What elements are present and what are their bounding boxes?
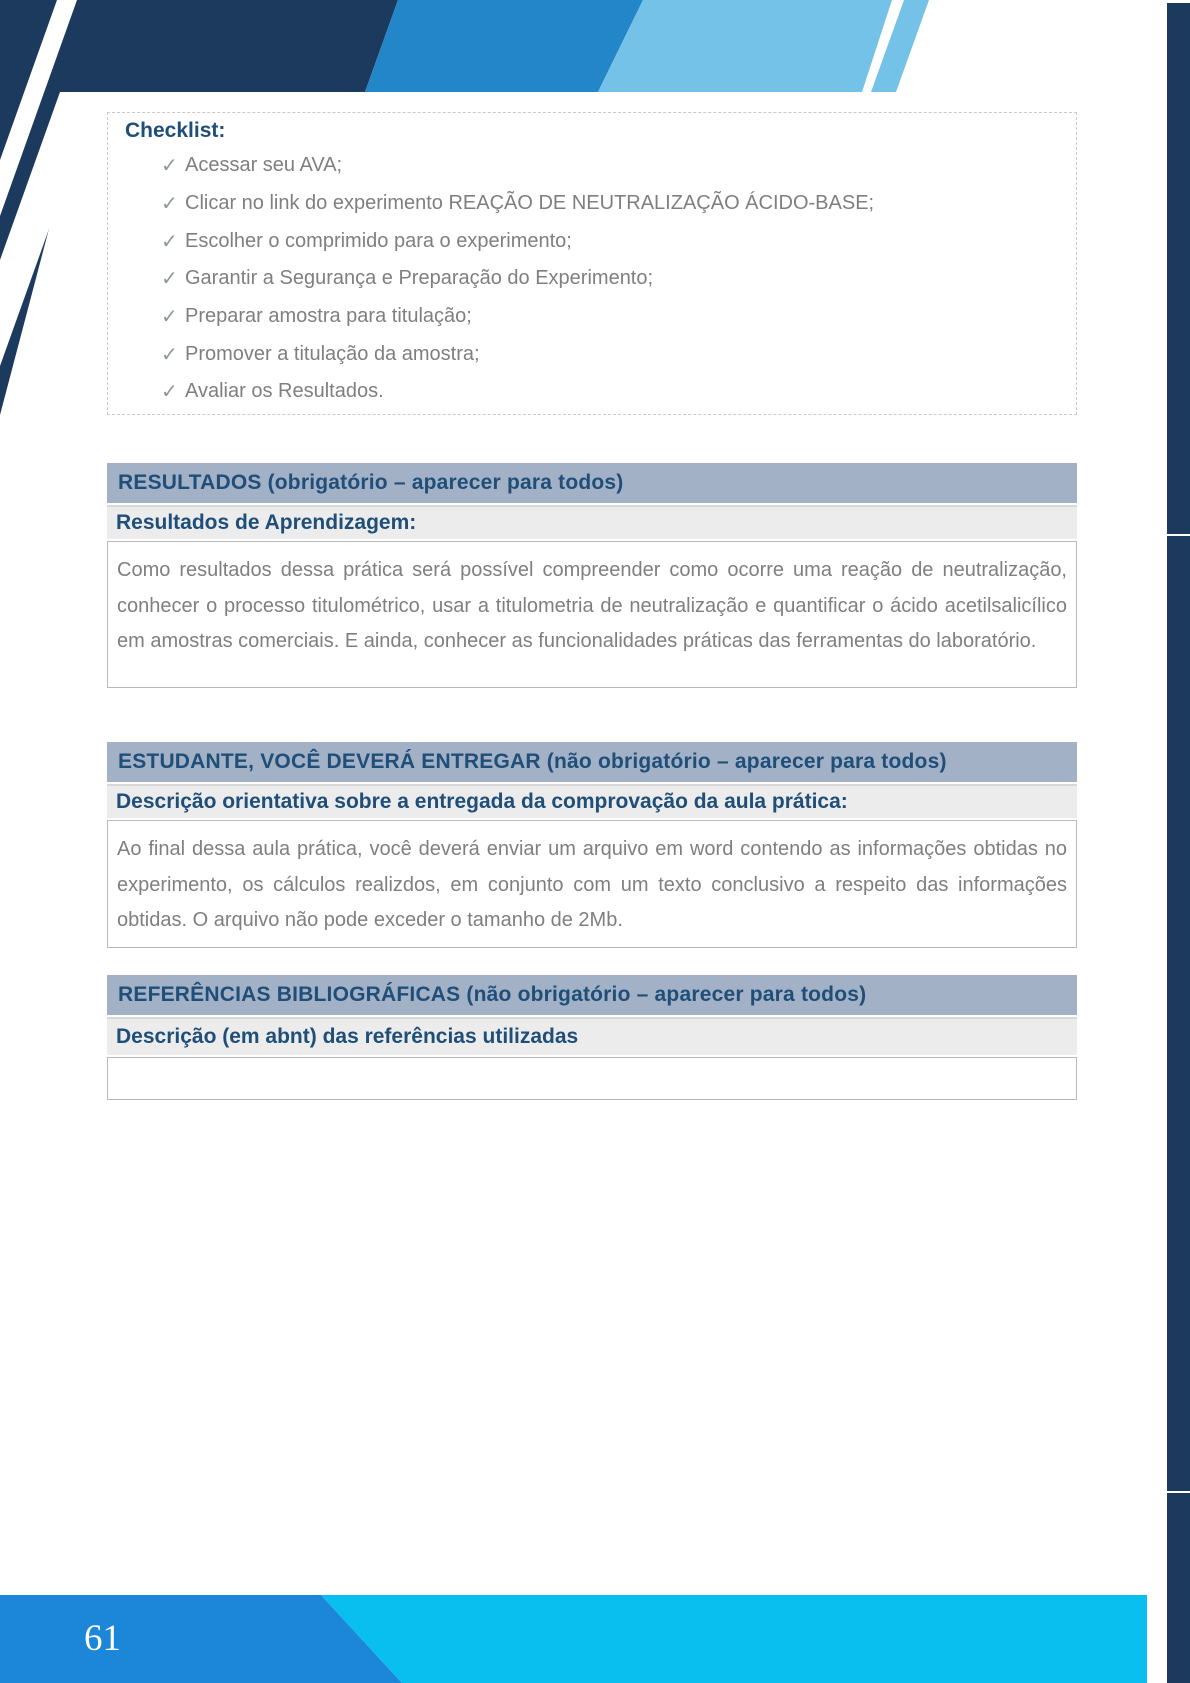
checklist-item-label: Promover a titulação da amostra;	[185, 342, 480, 365]
section-subheader-resultados: Resultados de Aprendizagem:	[107, 505, 1077, 539]
checklist-item-label: Acessar seu AVA;	[185, 154, 343, 177]
section-subheader-referencias: Descrição (em abnt) das referências utilizadas	[107, 1017, 1077, 1055]
footer-band-cyan	[321, 1595, 1147, 1683]
page-number: 61	[84, 1618, 121, 1659]
right-edge-strip	[1167, 3, 1190, 1683]
checklist-item	[108, 147, 1076, 185]
right-strip-tick	[1167, 534, 1190, 536]
checklist-box	[107, 112, 1077, 415]
checkmark-icon: ✓	[161, 381, 178, 404]
checklist-item-label: Preparar amostra para titulação;	[185, 305, 472, 328]
section-estudante-entregar	[107, 742, 1077, 948]
section-referencias	[107, 975, 1077, 1100]
section-resultados	[107, 463, 1077, 688]
section-header-estudante-entregar: ESTUDANTE, VOCÊ DEVERÁ ENTREGAR (não obrigatório – aparecer para todos)	[107, 742, 1077, 782]
checklist-title: Checklist:	[125, 119, 226, 142]
section-header-referencias: REFERÊNCIAS BIBLIOGRÁFICAS (não obrigatório – aparecer para todos)	[107, 975, 1077, 1015]
checklist-item	[108, 298, 1076, 336]
checklist-item-label: Avaliar os Resultados.	[185, 380, 384, 403]
checklist-item-label: Escolher o comprimido para o experimento;	[185, 229, 572, 252]
checkmark-icon: ✓	[161, 306, 178, 329]
section-body-referencias	[107, 1057, 1077, 1100]
checkmark-icon: ✓	[161, 230, 178, 253]
checklist-item	[108, 222, 1076, 260]
checkmark-icon: ✓	[161, 193, 178, 216]
checklist-item	[108, 335, 1076, 373]
footer-decoration	[0, 1595, 1190, 1683]
checklist-item	[108, 185, 1076, 223]
header-band-medium-blue	[365, 0, 643, 92]
checkmark-icon: ✓	[161, 268, 178, 291]
section-body-estudante-entregar: Ao final dessa aula prática, você deverá enviar um arquivo em word contendo as informações obtidas no experimento, os cálculos realizdos, em conjunto com um texto conclusivo a respeito das informações obtidas. O arquivo não pode exceder o tamanho de 2Mb.	[107, 820, 1077, 948]
header-band-light-blue	[598, 0, 892, 92]
right-strip-tick	[1167, 1491, 1190, 1493]
checkmark-icon: ✓	[161, 343, 178, 366]
checkmark-icon: ✓	[161, 155, 178, 178]
checklist-item	[108, 373, 1076, 411]
checklist-items	[108, 147, 1076, 411]
section-subheader-estudante-entregar: Descrição orientativa sobre a entregada da comprovação da aula prática:	[107, 784, 1077, 818]
section-header-resultados: RESULTADOS (obrigatório – aparecer para todos)	[107, 463, 1077, 503]
checklist-item-label: Garantir a Segurança e Preparação do Experimento;	[185, 267, 654, 290]
section-body-resultados: Como resultados dessa prática será possível compreender como ocorre uma reação de neutralização, conhecer o processo titulométrico, usar a titulometria de neutralização e quantificar o ácido acetilsalicílico em amostras comerciais. E ainda, conhecer as funcionalidades práticas das ferramentas do laboratório.	[107, 541, 1077, 688]
checklist-item-label: Clicar no link do experimento REAÇÃO DE NEUTRALIZAÇÃO ÁCIDO-BASE;	[185, 192, 875, 215]
checklist-item	[108, 260, 1076, 298]
